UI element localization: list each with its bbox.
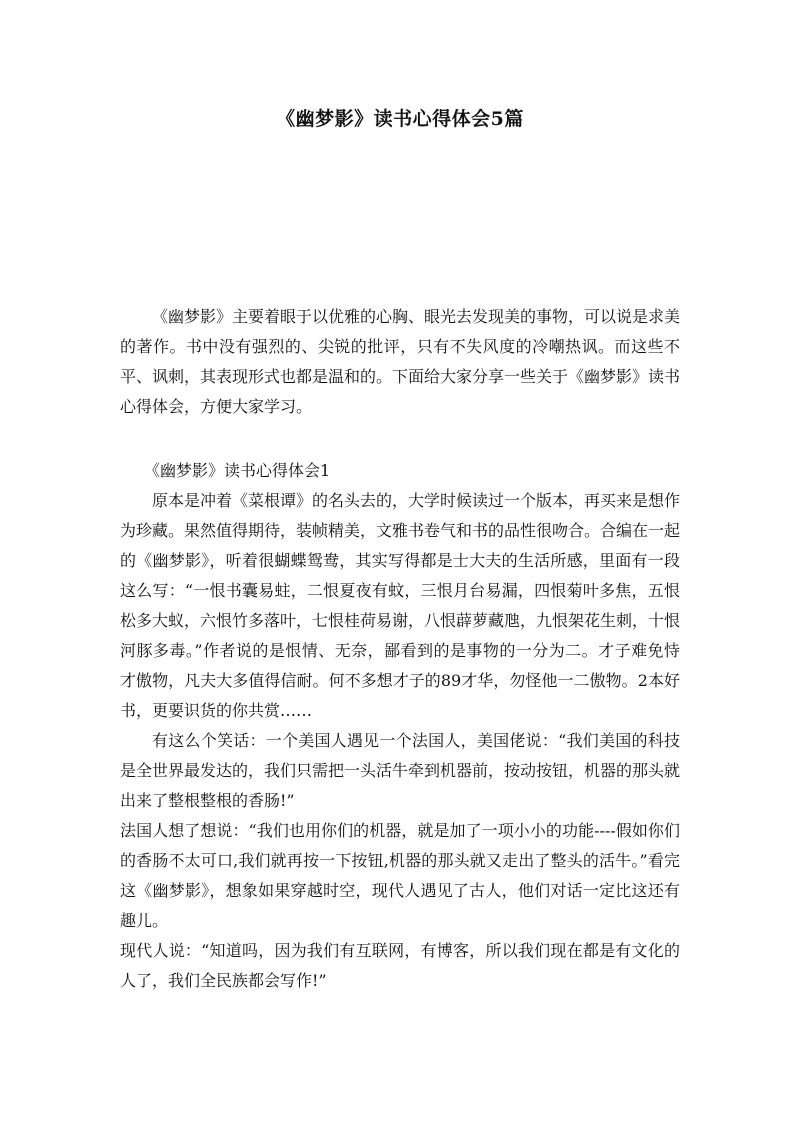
- document-body: [120, 302, 680, 996]
- body-paragraph: 法国人想了想说：“我们也用你们的机器，就是加了一项小小的功能----假如你们的香肠不太可口,我们就再按一下按钮,机器的那头就又走出了整头的活牛。”看完这《幽梦影》，想象如果穿越时空，现代人遇见了古人，他们对话一定比这还有趣儿。: [120, 821, 680, 930]
- body-paragraph: 原本是冲着《菜根谭》的名头去的，大学时候读过一个版本，再买来是想作为珍藏。果然值得期待，装帧精美，文雅书卷气和书的品性很吻合。合编在一起的《幽梦影》，听着很蝴蝶鸳鸯，其实写得都是士大夫的生活所感，里面有一段这么写：“一恨书囊易蛀，二恨夏夜有蚊，三恨月台易漏，四恨菊叶多焦，五恨松多大蚁，六恨竹多落叶，七恨桂荷易谢，八恨薜萝藏虺，九恨架花生刺，十恨河豚多毒。”作者说的是恨情、无奈，鄙看到的是事物的一分为二。才子难免恃才傲物，凡夫大多值得信耐。何不多想才子的89才华，勿怪他一二傲物。2本好书，更要识货的你共赏……: [120, 491, 681, 720]
- paragraph-spacer: [120, 422, 680, 456]
- body-paragraph: 有这么个笑话：一个美国人遇见一个法国人，美国佬说：“我们美国的科技是全世界最发达的，我们只需把一头活牛牵到机器前，按动按钮，机器的那头就出来了整根整根的香肠!”: [120, 731, 681, 810]
- section-heading: 《幽梦影》读书心得体会1: [144, 461, 331, 480]
- body-paragraph: 现代人说：“知道吗，因为我们有互联网，有博客，所以我们现在都是有文化的人了，我们全民族都会写作!”: [120, 941, 680, 990]
- document-title: 《幽梦影》读书心得体会5篇: [276, 108, 524, 130]
- intro-paragraph: 《幽梦影》主要着眼于以优雅的心胸、眼光去发现美的事物，可以说是求美的著作。书中没有强烈的、尖锐的批评，只有不失风度的冷嘲热讽。而这些不平、讽刺，其表现形式也都是温和的。下面给大家分享一些关于《幽梦影》读书心得体会，方便大家学习。: [120, 307, 681, 416]
